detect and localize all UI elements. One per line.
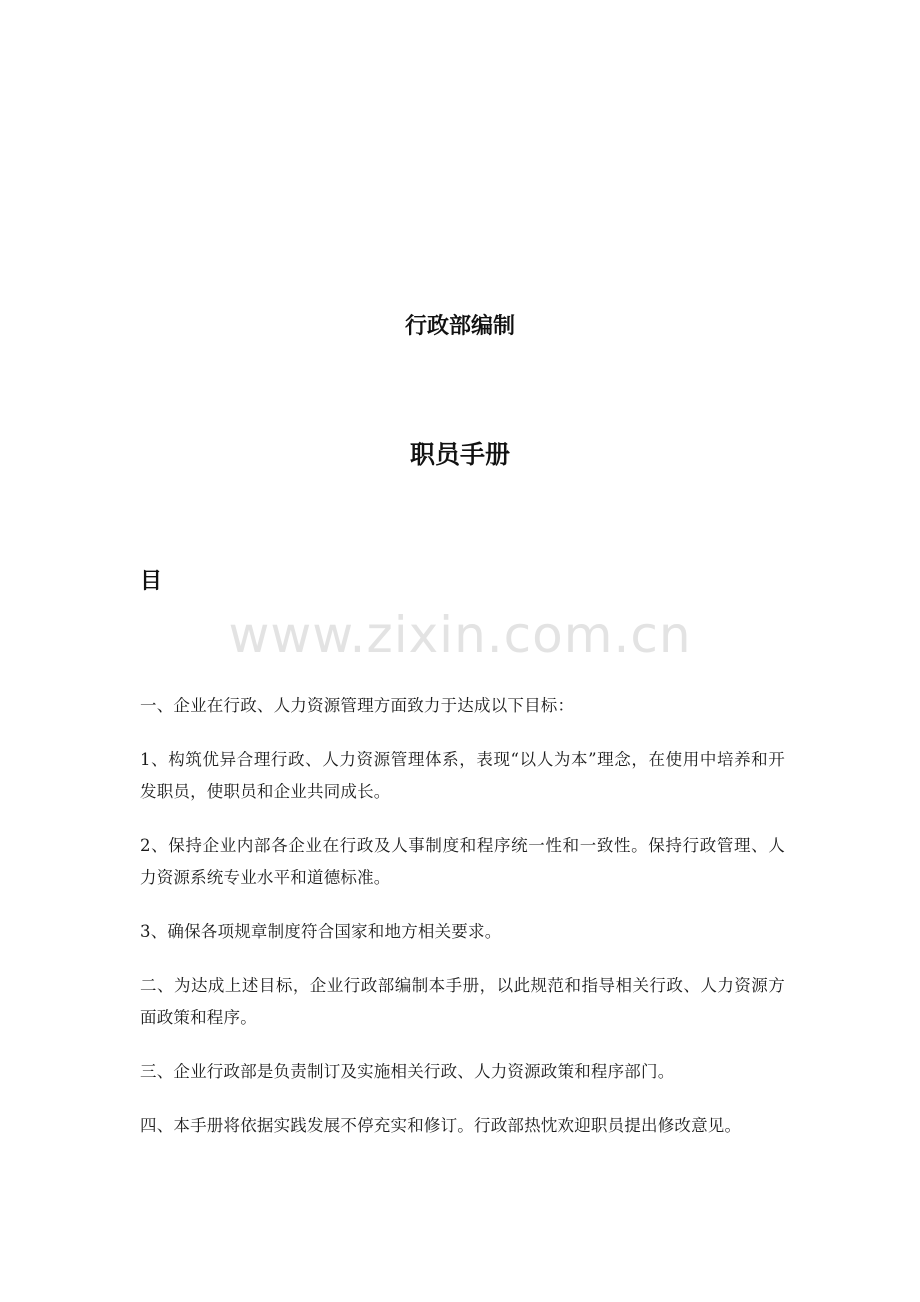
document-title: 职员手册 bbox=[409, 440, 510, 469]
department-heading: 行政部编制 bbox=[404, 314, 515, 339]
paragraph-goal-3: 3、确保各项规章制度符合国家和地方相关要求。 bbox=[140, 922, 502, 941]
section-heading: 目 bbox=[140, 569, 163, 594]
paragraph-goal-1: 1、构筑优异合理行政、人力资源管理体系，表现“以人为本”理念，在使用中培养和开发职员，使职员和企业共同成长。 bbox=[140, 750, 785, 801]
paragraph-goal-2: 2、保持企业内部各企业在行政及人事制度和程序统一性和一致性。保持行政管理、人力资源系统专业水平和道德标准。 bbox=[140, 836, 785, 887]
document-body bbox=[140, 690, 785, 1164]
watermark: www.zixin.com.cn bbox=[228, 606, 692, 664]
paragraph-three: 三、企业行政部是负责制订及实施相关行政、人力资源政策和程序部门。 bbox=[140, 1062, 675, 1081]
paragraph-four: 四、本手册将依据实践发展不停充实和修订。行政部热忱欢迎职员提出修改意见。 bbox=[140, 1116, 742, 1135]
paragraph-intro: 一、企业在行政、人力资源管理方面致力于达成以下目标： bbox=[140, 696, 575, 715]
paragraph-two: 二、为达成上述目标，企业行政部编制本手册，以此规范和指导相关行政、人力资源方面政策和程序。 bbox=[140, 976, 785, 1027]
